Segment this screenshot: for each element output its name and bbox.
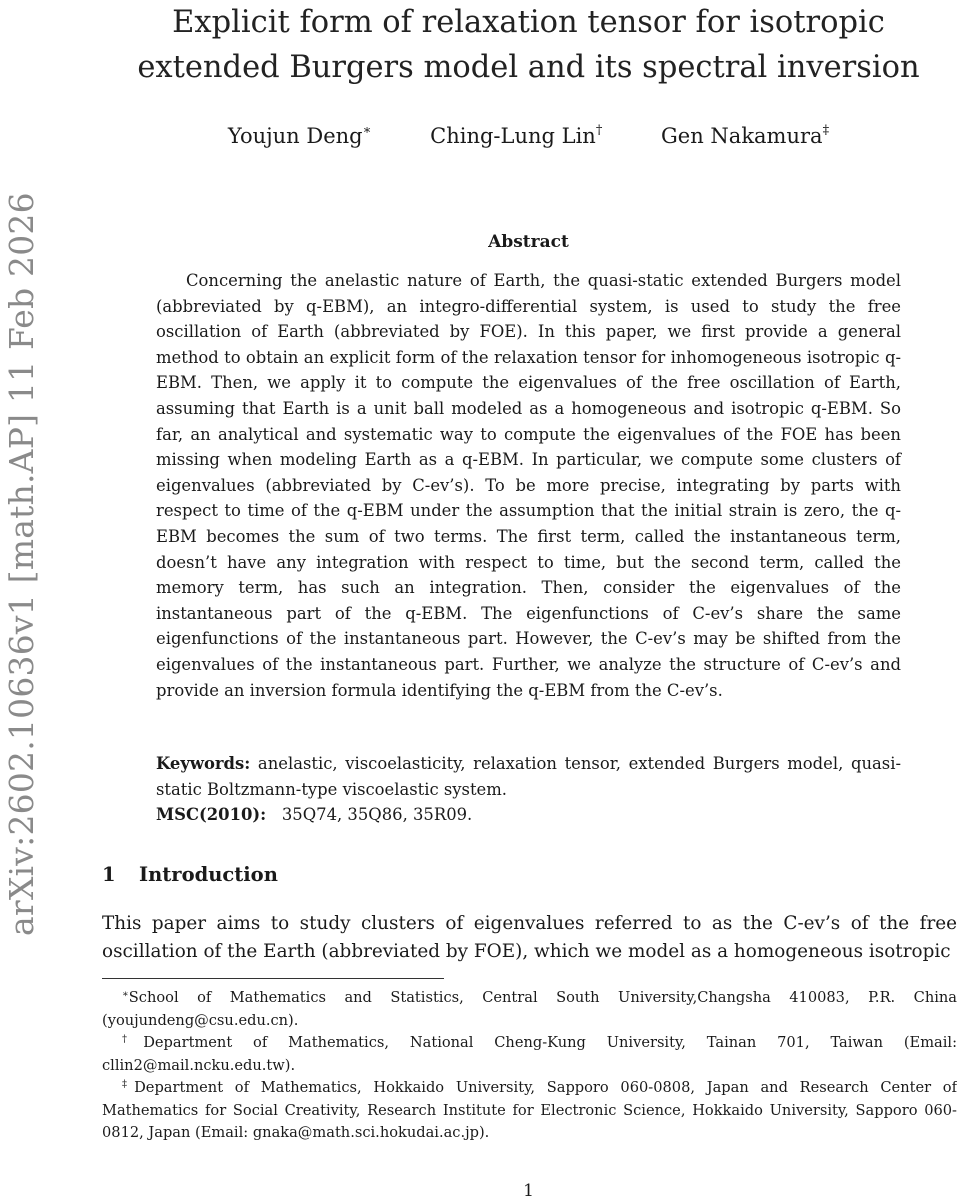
- abstract-text: Concerning the anelastic nature of Earth, the quasi-static extended Burgers model (abbreviated by q-EBM), an integro-differential system, is used to study the free oscillation of Earth (abbreviated by FOE). In this paper, we first provide a general method to obtain an explicit form of the relaxation tensor for inhomogeneous isotropic q-EBM. Then, we apply it to compute the eigenvalues of the free oscillation of Earth, assuming that Earth is a unit ball modeled as a homogeneous and isotropic q-EBM. So far, an analytical and systematic way to compute the eigenvalues of the FOE has been missing when modeling Earth as a q-EBM. In particular, we compute some clusters of eigenvalues (abbreviated by C-ev’s). To be more precise, integrating by parts with respect to time of the q-EBM under the assumption that the initial strain is zero, the q-EBM becomes the sum of two terms. The first term, called the instantaneous term, doesn’t have any integration with respect to time, but the second term, called the memory term, has such an integration. Then, consider the eigenvalues of the instantaneous part of the q-EBM. The eigenfunctions of C-ev’s share the same eigenfunctions of the instantaneous part. However, the C-ev’s may be shifted from the eigenvalues of the instantaneous part. Further, we analyze the structure of C-ev’s and provide an inversion formula identifying the q-EBM from the C-ev’s.: [156, 271, 901, 700]
- footnote-text: Department of Mathematics, Hokkaido University, Sapporo 060-0808, Japan and Research Center of Mathematics for Social Creativity, Research Institute for Electronic Science, Hokkaido University, Sapporo 060-0812, Japan (Email: gnaka@math.sci.hokudai.ac.jp).: [102, 1079, 957, 1142]
- arxiv-identifier: arXiv:2602.10636v1 [math.AP] 11 Feb 2026: [2, 192, 41, 936]
- intro-paragraph: This paper aims to study clusters of eigenvalues referred to as the C-ev’s of the free oscillation of the Earth (abbreviated by FOE), which we model as a homogeneous isotropic: [102, 913, 957, 962]
- footnote-mark: ∗: [122, 989, 129, 1000]
- paper-title: Explicit form of relaxation tensor for isotropic extended Burgers model and its spectral inversion: [137, 5, 920, 85]
- author: [661, 116, 829, 151]
- section-heading: [102, 861, 278, 889]
- keywords-text: anelastic, viscoelasticity, relaxation tensor, extended Burgers model, quasi-static Boltzmann-type viscoelastic system.: [156, 754, 901, 799]
- msc-text: 35Q74, 35Q86, 35R09.: [281, 805, 473, 824]
- author-name: Youjun Deng: [227, 124, 363, 148]
- footnote-mark: ‡: [122, 1079, 135, 1090]
- author-name: Gen Nakamura: [661, 124, 823, 148]
- author-mark: †: [595, 123, 603, 138]
- abstract-heading: Abstract: [488, 232, 569, 252]
- section-title: Introduction: [139, 863, 278, 886]
- keywords: [156, 751, 901, 802]
- footnote: [102, 1029, 957, 1077]
- footnote-mark: †: [122, 1034, 144, 1045]
- msc-classification: [156, 802, 901, 828]
- footnote-rule: [102, 978, 444, 979]
- footnote: [102, 1074, 957, 1145]
- author-name: Ching-Lung Lin: [430, 124, 596, 148]
- section-number: 1: [102, 863, 116, 886]
- footnote-text: School of Mathematics and Statistics, Central South University,Changsha 410083, P.R. China (youjundeng@csu.edu.cn).: [102, 989, 957, 1029]
- author: [430, 116, 602, 151]
- author: [228, 116, 372, 151]
- author-mark: ∗: [362, 123, 372, 138]
- msc-label: MSC(2010):: [156, 805, 267, 824]
- page-number: 1: [523, 1181, 534, 1201]
- footnote: [102, 984, 957, 1032]
- footnote-text: Department of Mathematics, National Cheng-Kung University, Tainan 701, Taiwan (Email: cllin2@mail.ncku.edu.tw).: [102, 1034, 957, 1074]
- author-mark: ‡: [822, 123, 830, 138]
- author-list: [100, 116, 957, 151]
- keywords-label: Keywords:: [156, 754, 251, 773]
